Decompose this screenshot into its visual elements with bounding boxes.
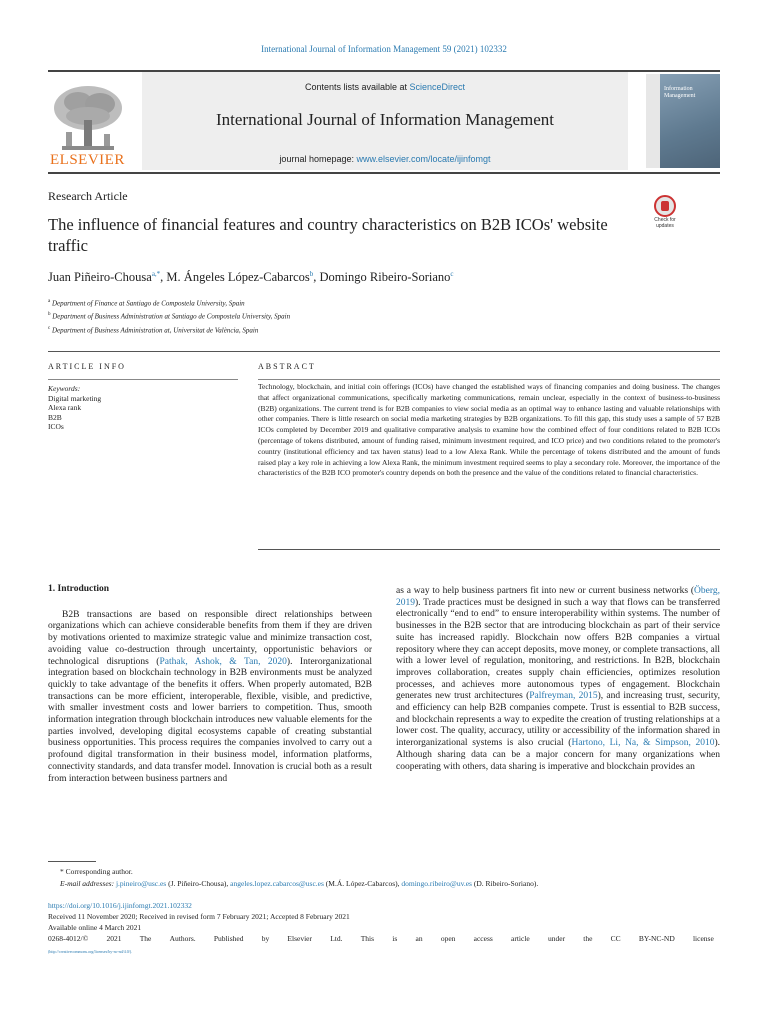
license-word: Published xyxy=(213,934,244,943)
license-word: by xyxy=(261,934,270,943)
abstract-text: Technology, blockchain, and initial coin offerings (ICOs) have changed the established ways of financing companies and doing business. The changes that affect organizational communications, specifically marketing communications, remain unclear, especially in the context of business-to-business (B2B) organizations. The current trend is for B2B companies to view social media as an optimal way to enhance lasting and valuable relationships with other companies. There is little research on social media marketing strategies by B2B organizations. To fill this gap, this study uses a sample of 57 B2B ICOs completed by December 2019 and qualitative comparative analysis to examine how the combined effect of four conditions related to B2B ICOs (percentage of tokens distributed, amount of funding raised, minimum investment required, and ICO price) and two conditions related to the promoter's country (institutional efficiency and tax haven status) lead to a low Alexa Rank. While the percentage of tokens distributed and the amount of funds raised play a key role in achieving a low Alexa Rank, the minimum investment required seems to play a secondary role. Moreover, the importance of the characteristics of the B2B ICO promoter's country depends on both the presence and the value of the conditions related to financial characteristics. xyxy=(258,382,720,478)
paragraph-text: B2B transactions are based on responsible direct relationships between organizations which can achieve considerable benefits from them if they are driven by motivations oriented to maximize strategic value and minimize transaction cost, avoiding value co-destruction through uncertainty, opportunistic behaviors or technological disruptions ( xyxy=(48,609,372,667)
abstract-heading: ABSTRACT xyxy=(258,362,316,371)
affiliation xyxy=(48,323,290,336)
license-word: article xyxy=(511,934,530,943)
article-info-rule xyxy=(48,379,238,380)
check-updates-label: Check for updates xyxy=(654,217,676,229)
affiliation-text: Department of Business Administration at Santiago de Compostela University, Spain xyxy=(52,312,291,321)
citation-link[interactable]: Palfreyman, 2015 xyxy=(529,691,598,702)
paragraph-text: ). Although sharing data can be a major concern for many organizations when cooperating with others, data sharing is imperative and blockchain provides an xyxy=(396,738,720,772)
body-column-left xyxy=(48,584,372,785)
section-heading-introduction: 1. Introduction xyxy=(48,584,110,594)
article-title: The influence of financial features and country characteristics on B2B ICOs' website traffic xyxy=(48,215,608,255)
license-word: The xyxy=(139,934,152,943)
keyword: Digital marketing xyxy=(48,393,102,403)
abstract-rule xyxy=(258,379,720,380)
body-column-right xyxy=(396,586,720,773)
corresponding-author-note: * Corresponding author. xyxy=(60,867,133,876)
email-addresses xyxy=(60,878,538,890)
received-dates: Received 11 November 2020; Received in revised form 7 February 2021; Accepted 8 February 2021 xyxy=(48,912,350,921)
affiliation-text: Department of Finance at Santiago de Compostela University, Spain xyxy=(51,299,245,308)
license-word: the xyxy=(583,934,593,943)
body-paragraph xyxy=(396,586,720,773)
keyword: ICOs xyxy=(48,422,64,431)
author-name[interactable]: Domingo Ribeiro-Soriano xyxy=(319,270,451,285)
cover-spine xyxy=(646,74,660,168)
paragraph-text: ). Trade practices must be designed in such a way that flows can be transferred electronically “end to end” to ensure interoperability within systems. The number of businesses in the B2B sector that are introducing blockchain as part of their service suite has increased rapidly. Blockchain now offers B2B companies a virtual repository where they can accept deposits, move money, or complete transactions, all with a lower level of regulation, monitoring, and restrictions. In B2B, blockchain improves collaboration, creates supply chain efficiencies, optimizes resolution processes, and achieves more autonomous types of engagement. Blockchain generates new trust architectures ( xyxy=(396,597,720,702)
cover-title: Information Management xyxy=(664,86,696,99)
section-divider xyxy=(48,351,720,352)
affiliation xyxy=(48,309,290,322)
homepage-line xyxy=(142,154,628,164)
sciencedirect-link[interactable]: ScienceDirect xyxy=(409,82,466,92)
publication-info xyxy=(48,900,720,957)
keyword: B2B xyxy=(48,412,62,422)
masthead xyxy=(48,70,720,170)
footnotes xyxy=(60,866,538,890)
author-affil-marker[interactable]: c xyxy=(450,270,454,278)
affiliations xyxy=(48,296,290,336)
license-word: BY-NC-ND xyxy=(638,934,675,943)
abstract-bottom-rule xyxy=(258,549,720,550)
affiliation-marker: a xyxy=(48,299,51,304)
contents-line xyxy=(142,82,628,92)
license-line xyxy=(48,933,714,944)
article-type: Research Article xyxy=(48,189,128,203)
keywords-block xyxy=(48,384,101,432)
license-word: 2021 xyxy=(106,934,122,943)
masthead-banner xyxy=(142,72,628,170)
license-word: Ltd. xyxy=(330,934,343,943)
license-word: an xyxy=(415,934,423,943)
citation-link[interactable]: Hartono, Li, Na, & Simpson, 2010 xyxy=(571,738,715,749)
check-updates-icon xyxy=(654,195,676,217)
license-word: access xyxy=(473,934,493,943)
author-name[interactable]: M. Ángeles López-Cabarcos xyxy=(166,270,310,285)
affiliation-text: Department of Business Administration at, Universitat de València, Spain xyxy=(51,325,259,334)
license-word: license xyxy=(692,934,714,943)
contents-prefix: Contents lists available at xyxy=(304,82,410,92)
journal-cover-thumbnail[interactable] xyxy=(646,74,720,168)
author-list: Juan Piñeiro-Chousa$^{a,*}$, M. Ángeles López-Cabarcos$^b$, Domingo Ribeiro-Soriano$^c$ xyxy=(48,270,454,285)
license-word: Authors. xyxy=(169,934,196,943)
paragraph-text: ). Interorganizational integration based on blockchain technology in B2B environments must be analyzed quickly to take advantage of the benefits it offers. When properly automated, B2B transactions can be more efficient, interoperable, flexible, visible, and predictive, with smaller investment costs and lower barriers to competition. Thus, smooth information integration through blockchain introduces new valuable elements for the parties involved, developing digital ecosystems capable of creating substantial business opportunities. This process requires the companies involved to carry out a profound digital transformation in their business model, information platforms, connectivity standards, and data transfer model. Innovation is crucial both as a result from interaction between business partners and xyxy=(48,656,372,784)
author-affil-marker[interactable]: b xyxy=(309,270,314,278)
citation-link[interactable]: Pathak, Ashok, & Tan, 2020 xyxy=(159,656,287,667)
license-word: 0268-4012/© xyxy=(48,934,89,943)
email-link[interactable]: angeles.lopez.cabarcos@usc.es xyxy=(230,879,324,888)
email-owner: (J. Piñeiro-Chousa), xyxy=(166,879,231,888)
email-link[interactable]: j.pineiro@usc.es xyxy=(115,879,167,888)
license-word: CC xyxy=(610,934,621,943)
article-info-heading: ARTICLE INFO xyxy=(48,362,126,371)
journal-citation[interactable]: International Journal of Information Management 59 (2021) 102332 xyxy=(261,44,507,54)
journal-homepage-link[interactable]: www.elsevier.com/locate/ijinfomgt xyxy=(356,154,491,164)
license-word: This xyxy=(360,934,375,943)
email-label: E-mail addresses: xyxy=(60,879,116,888)
masthead-divider xyxy=(48,172,720,174)
affiliation xyxy=(48,296,290,309)
paragraph-text: as a way to help business partners fit into new or current business networks ( xyxy=(396,586,695,596)
keywords-label: Keywords: xyxy=(48,384,81,393)
license-word: under xyxy=(547,934,566,943)
keyword: Alexa rank xyxy=(48,403,82,412)
affiliation-marker: c xyxy=(48,325,51,331)
footnote-rule xyxy=(48,861,96,862)
license-word: Elsevier xyxy=(287,934,312,943)
doi-link[interactable]: https://doi.org/10.1016/j.ijinfomgt.2021.102332 xyxy=(48,901,192,910)
journal-title: International Journal of Information Management xyxy=(216,110,554,129)
email-owner: (D. Ribeiro-Soriano). xyxy=(471,879,539,888)
license-word: open xyxy=(440,934,456,943)
license-url-link[interactable]: (http://creativecommons.org/licenses/by-nc-nd/4.0/). xyxy=(48,949,133,954)
email-link[interactable]: domingo.ribeiro@uv.es xyxy=(401,879,472,888)
affiliation-marker: b xyxy=(48,312,51,318)
homepage-prefix: journal homepage: xyxy=(279,154,357,164)
license-word: is xyxy=(392,934,398,943)
paragraph-text: ), and increasing trust, security, and efficiency can help B2B companies compete. Trust is essential to B2B success, and blockchain represents a way to expedite the creation of trusting relationships at a lower cost. The quality, accuracy, utility or accessibility of the information shared in interorganizational systems is also crucial ( xyxy=(396,691,720,749)
check-for-updates-button[interactable] xyxy=(648,195,682,231)
available-online: Available online 4 March 2021 xyxy=(48,923,142,932)
body-paragraph xyxy=(48,610,372,786)
author-name[interactable]: Juan Piñeiro-Chousa xyxy=(48,270,152,285)
publisher-wordmark: ELSEVIER xyxy=(50,152,125,168)
citation-link[interactable]: Öberg, 2019 xyxy=(396,586,720,608)
author-affil-marker[interactable]: a,* xyxy=(151,270,161,278)
email-owner: (M.Á. López-Cabarcos), xyxy=(323,879,402,888)
